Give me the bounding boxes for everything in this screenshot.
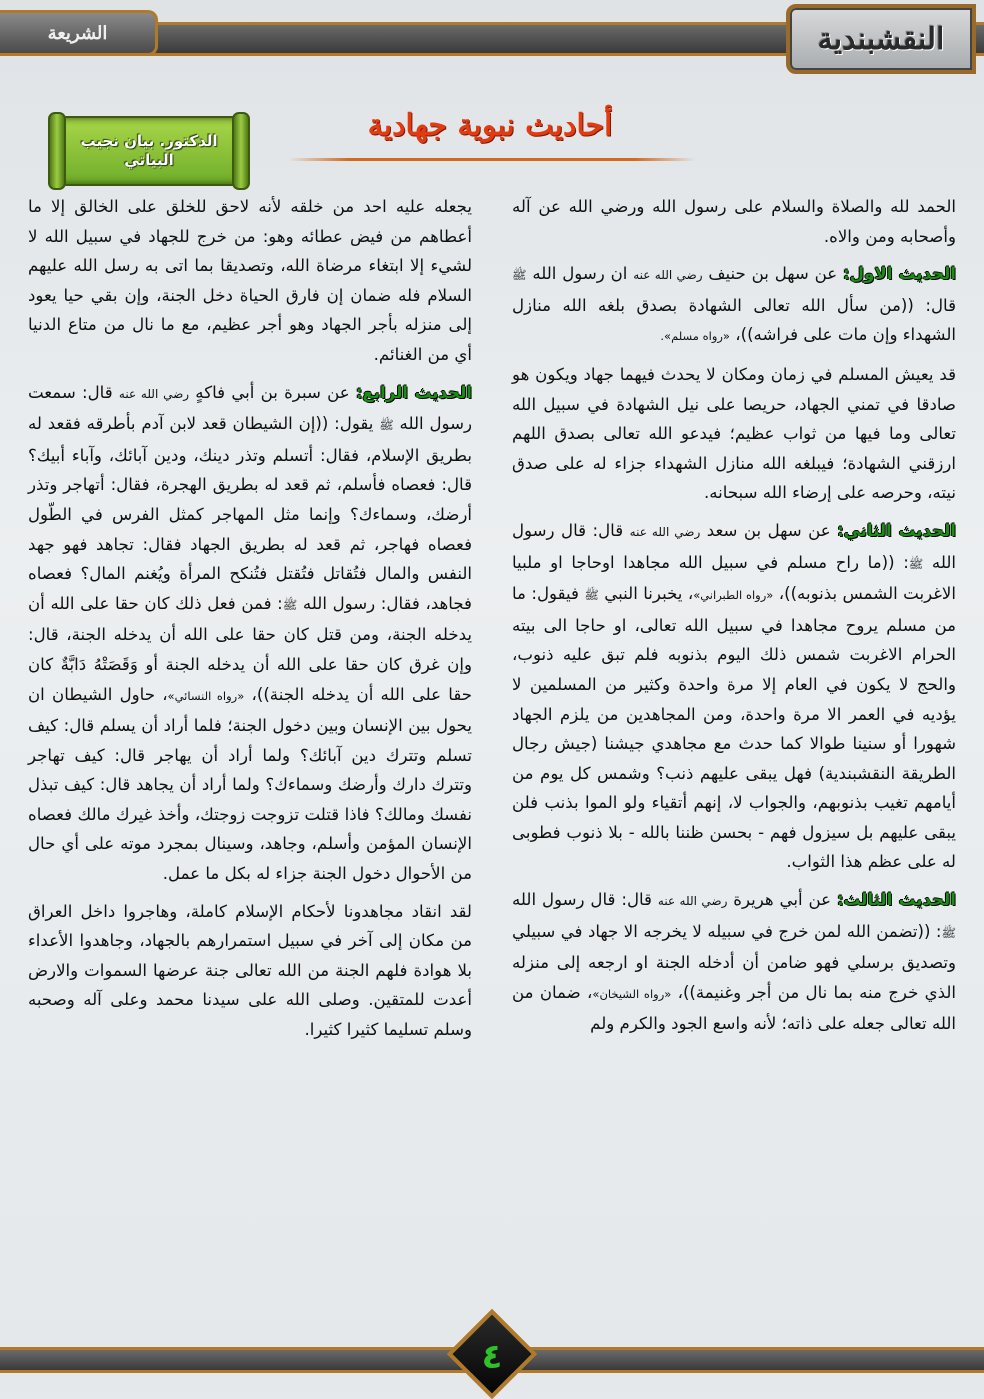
hadith-2-source: «رواه الطبراني» bbox=[693, 588, 774, 603]
salla-honorific: ﷺ bbox=[512, 268, 527, 283]
left-column bbox=[28, 192, 472, 1053]
salla-honorific: ﷺ bbox=[282, 597, 298, 612]
salla-honorific: ﷺ bbox=[379, 418, 394, 433]
hadith-4-commentary: ، حاول الشيطان ان يحول بين الإنسان وبين دخول الجنة؛ فلما أراد أن يسلم قال: كيف تسلم وتترك دين آبائك؟ ولما أراد أن يهاجر قال: كيف تهاجر وتترك دارك وأرضك وسماءك؟ ولما أراد أن يجاهد قال: كيف تبذل نفسك ومالك؟ فاذا قتلت تزوجت زوجتك، وأخذ غيرك مالك فعصاه الإنسان المؤمن وأسلم، وجاهد، وسينال بمجرد موته على أي حال من الأحوال دخول الجنة جزاء له بكل ما عمل. bbox=[28, 684, 472, 884]
magazine-name: النقشبندية bbox=[817, 21, 945, 57]
page-number: ٤ bbox=[481, 1337, 503, 1377]
hadith-2-label: الحديث الثاني: bbox=[837, 520, 956, 540]
intro-paragraph: الحمد لله والصلاة والسلام على رسول الله ورضي الله عن آله وأصحابه ومن والاه. bbox=[512, 197, 956, 246]
hadith-1-label: الحديث الاول: bbox=[843, 264, 956, 284]
hadith-2-text: قال: قال رسول الله bbox=[512, 520, 956, 572]
section-tab bbox=[0, 10, 158, 56]
article-title: أحاديث نبوية جهادية bbox=[367, 108, 613, 143]
hadith-1-text: ان رسول الله bbox=[526, 264, 634, 284]
hadith-3 bbox=[512, 885, 956, 1039]
right-column bbox=[512, 192, 956, 1047]
hadith-4 bbox=[28, 378, 472, 889]
section-name: الشريعة bbox=[47, 22, 108, 44]
hadith-1 bbox=[512, 259, 956, 352]
hadith-3-label: الحديث الثالث: bbox=[836, 890, 956, 910]
hadith-2-text: : ((ما راح مسلم في سبيل الله مجاهدا اوحاجا او ملبيا الاغربت الشمس بذنوبه))، bbox=[512, 552, 956, 604]
radiallahu-honorific: رضي الله عنه bbox=[118, 386, 190, 401]
hadith-2-text: عن سهل بن سعد bbox=[700, 520, 838, 540]
radiallahu-honorific: رضي الله عنه bbox=[629, 524, 701, 539]
hadith-4-text: : فمن فعل ذلك كان حقا على الله أن يدخله الجنة، ومن قتل كان حقا على الله أن يدخله الجنة، قال: وإن غرق كان حقا على الله أن يدخله الجنة أو وَقَصَتْهُ دَابَّةٌ كان حقا على الله أن يدخله الجنة))، bbox=[28, 593, 472, 704]
hadith-2-commentary: فيقول: ما من مسلم يروح مجاهدا في سبيل الله تعالى، او حاجا الى بيته الحرام الاغربت شمس ذلك اليوم بذنوبه فلم تبق عليه ذنوب، والحج لا يكون في العام إلا مرة واحدة وكثير من المسلمين لا يؤديه في العمر الا مرة واحدة، ومن المجاهدين من يلزم الجهاد شهورا أو سنينا طوالا كما حدث مع مجاهدي جيشنا (جيش رجال الطريقة النقشبندية) فهل يبقى عليهم ذنب؟ وشمس كل يوم من أيامهم تغيب بذنوبهم، والجواب لا، إنهم أتقياء ولو الموا بذنب فلن يبقى عليهم بل سيزول فهم - بحسن ظننا بالله - بلا ذنوب فطوبى له على عظم هذا الثواب. bbox=[512, 584, 956, 872]
continuation-paragraph: يجعله عليه احد من خلقه لأنه لاحق للخلق على الخالق إلا ما أعطاهم من فيض عطائه وهو: من خرج للجهاد في سبيل الله لا لشيء إلا ابتغاء مرضاة الله، وتصديقا بما اتى به رسل الله عليهم السلام فله ضمان إن فارق الحياة دخل الجنة، وإن بقي حيا يعود إلى منزله بأجر الجهاد وهو أجر عظيم، مع ما نال من متاع الدنيا أي من الغنائم. bbox=[28, 197, 472, 364]
radiallahu-honorific: رضي الله عنه bbox=[633, 268, 703, 283]
title-underline bbox=[288, 158, 696, 161]
hadith-1-text: عن سهل بن حنيف bbox=[702, 264, 844, 284]
hadith-4-source: «رواه النسائي» bbox=[167, 688, 245, 703]
hadith-3-commentary: ، ضمان من الله تعالى جعله على ذاته؛ لأنه واسع الجود والكرم ولم bbox=[512, 982, 956, 1034]
author-name: الدكتور. بيان نجيب البياتي bbox=[80, 132, 218, 169]
hadith-4-text: عن سبرة بن أبي فاكهٍ bbox=[189, 382, 356, 402]
commentary-1: قد يعيش المسلم في زمان ومكان لا يحدث فيهما جهاد ويكون هو صادقا في تمني الجهاد، حريصا على نيل الشهادة في سبيل الله تعالى وما فيها من ثواب عظيم؛ فيدعو الله تعالى بصدق اللهم ارزقني الشهادة؛ فيبلغه الله منازل الشهداء جزاء له على صدق نيته، وحرصه على إرضاء الله سبحانه. bbox=[512, 364, 956, 503]
hadith-1-source: «رواه مسلم». bbox=[660, 329, 730, 344]
hadith-2-text: ، يخبرنا النبي bbox=[598, 584, 694, 604]
salla-honorific: ﷺ bbox=[908, 556, 924, 571]
hadith-3-text: عن أبي هريرة bbox=[727, 890, 837, 910]
hadith-1-text: قال: ((من سأل الله تعالى الشهادة بصدق بلغه الله منازل الشهداء وإن مات على فراشه))، bbox=[512, 295, 956, 345]
hadith-2 bbox=[512, 516, 956, 877]
hadith-3-source: «رواه الشيخان» bbox=[592, 986, 672, 1001]
magazine-name-tab bbox=[786, 4, 976, 74]
hadith-4-text: قال: سمعت رسول الله bbox=[28, 382, 472, 434]
hadith-4-label: الحديث الرابع: bbox=[355, 382, 472, 402]
hadith-4-text: يقول: ((إن الشيطان قعد لابن آدم بأطرقه فقعد له بطريق الإسلام، فقال: أتسلم وتذر دينك، ودين آبائك، وآباء أبيك؟ قال: فعصاه فأسلم، ثم قعد له بطريق الهجرة، فقال: أتهاجر وتذر أرضك، وسماءك؟ وإنما مثل المهاجر كمثل الفرس في الطّول فعصاه فهاجر، ثم قعد له بطريق الجهاد فقال: تجاهد فهو جهد النفس والمال فتُقاتل فتُقتل فتُنكح المرأة ويُغنم المال؟ فعصاه فجاهد، فقال: رسول الله bbox=[28, 414, 472, 613]
hadith-3-text: قال: قال رسول الله bbox=[512, 890, 658, 910]
radiallahu-honorific: رضي الله عنه bbox=[657, 894, 728, 909]
salla-honorific: ﷺ bbox=[941, 925, 956, 940]
hadith-3-text: : ((تضمن الله لمن خرج في سبيله لا يخرجه الا جهاد في سبيلي وتصديق برسلي فهو ضامن أن أدخله الجنة او ارجعه إلى منزله الذي خرج منه بما نال من أجر وغنيمة))، bbox=[512, 921, 956, 1002]
salla-honorific: ﷺ bbox=[584, 588, 599, 603]
closing-paragraph: لقد انقاد مجاهدونا لأحكام الإسلام كاملة، وهاجروا داخل العراق من مكان إلى آخر في سبيل استمرارهم بالجهاد، وجاهدوا الأعداء بلا هوادة فلهم الجنة من الله تعالى جنة عرضها السموات والارض أعدت للمتقين. وصلى الله على سيدنا محمد وعلى آله وصحبه وسلم تسليما كثيرا كثيرا. bbox=[28, 901, 472, 1040]
author-scroll bbox=[56, 116, 242, 186]
